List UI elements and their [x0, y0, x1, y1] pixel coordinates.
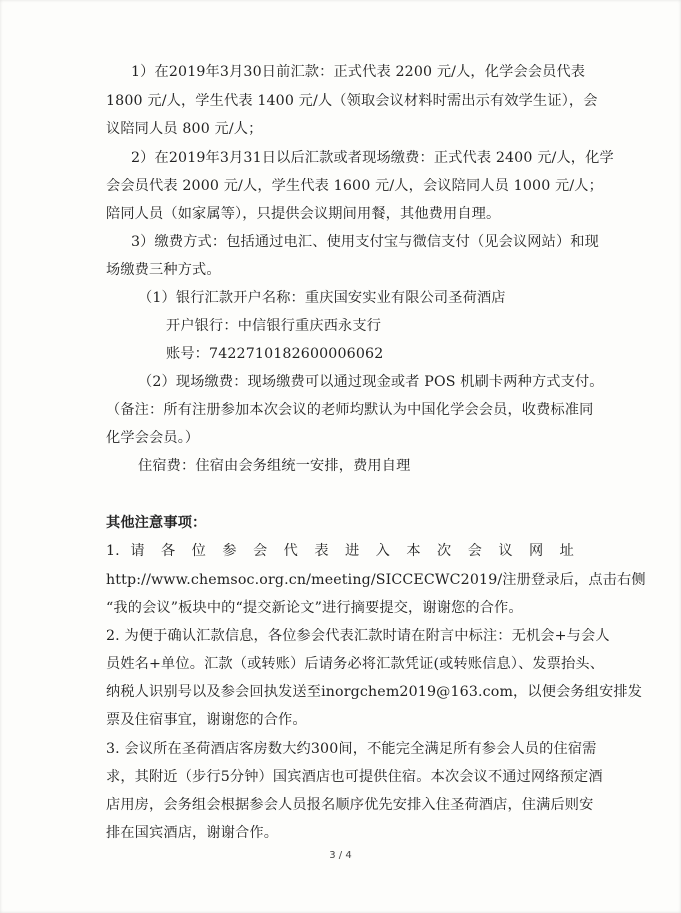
notice-3-line2: 求，其附近（步行5分钟）国宾酒店也可提供住宿。本次会议不通过网络预定酒 — [106, 769, 603, 785]
onsite-payment: （2）现场缴费：现场缴费可以通过现金或者 POS 机刷卡两种方式支付。 — [138, 374, 604, 390]
notice-1-line2: http://www.chemsoc.org.cn/meeting/SICCECWC2019/注册登录后，点击右侧 — [106, 572, 646, 588]
fee-p3-line2: 场缴费三种方式。 — [106, 262, 221, 278]
notice-2-line4: 票及住宿事宜，谢谢您的合作。 — [106, 712, 307, 728]
notice-2-line3: 纳税人识别号以及参会回执发送至inorgchem2019@163.com，以便会务组安排发 — [106, 684, 643, 700]
note-line2: 化学会会员。） — [106, 430, 200, 446]
fee-p2-line2: 会会员代表 2000 元/人，学生代表 1600 元/人，会议陪同人员 1000 元/人； — [106, 178, 603, 194]
bank-name: 开户银行：中信银行重庆西永支行 — [166, 318, 382, 334]
fee-p1-line2: 1800 元/人，学生代表 1400 元/人（领取会议材料时需出示有效学生证），会 — [106, 93, 598, 109]
fee-p2-line1: 2）在2019年3月31日以后汇款或者现场缴费：正式代表 2400 元/人，化学 — [131, 150, 614, 166]
notice-1-line3: “我的会议”板块中的“提交新论文”进行摘要提交，谢谢您的合作。 — [106, 600, 523, 616]
notice-3-line1: 3. 会议所在圣荷酒店客房数大约300间，不能完全满足所有参会人员的住宿需 — [106, 741, 597, 757]
notice-2-line2: 员姓名+单位。汇款（或转账）后请务必将汇款凭证(或转账信息）、发票抬头、 — [106, 656, 605, 672]
notices-heading: 其他注意事项： — [106, 515, 207, 531]
notice-2-line1: 2. 为便于确认汇款信息，各位参会代表汇款时请在附言中标注：无机会+与会人 — [106, 628, 610, 644]
fee-p1-line3: 议陪同人员 800 元/人； — [106, 121, 263, 137]
notice-3-line3: 店用房，会务组会根据参会人员报名顺序优先安排入住圣荷酒店，住满后则安 — [106, 797, 594, 813]
notice-3-line4: 排在国宾酒店，谢谢合作。 — [106, 825, 279, 841]
lodging-fee: 住宿费：住宿由会务组统一安排，费用自理 — [138, 458, 411, 474]
note-line1: （备注：所有注册参加本次会议的老师均默认为中国化学会会员，收费标准同 — [106, 402, 594, 418]
notice-1-line1: 1. 请 各 位 参 会 代 表 进 入 本 次 会 议 网 址 — [106, 543, 574, 559]
bank-account-number: 账号：7422710182600006062 — [166, 346, 384, 362]
bank-account-name: （1）银行汇款开户名称：重庆国安实业有限公司圣荷酒店 — [138, 290, 506, 306]
fee-p1-line1: 1）在2019年3月30日前汇款：正式代表 2200 元/人，化学会会员代表 — [131, 64, 586, 80]
page-number: 3 / 4 — [329, 850, 352, 861]
fee-p2-line3: 陪同人员（如家属等），只提供会议期间用餐，其他费用自理。 — [106, 206, 501, 222]
fee-p3-line1: 3）缴费方式：包括通过电汇、使用支付宝与微信支付（见会议网站）和现 — [131, 234, 599, 250]
